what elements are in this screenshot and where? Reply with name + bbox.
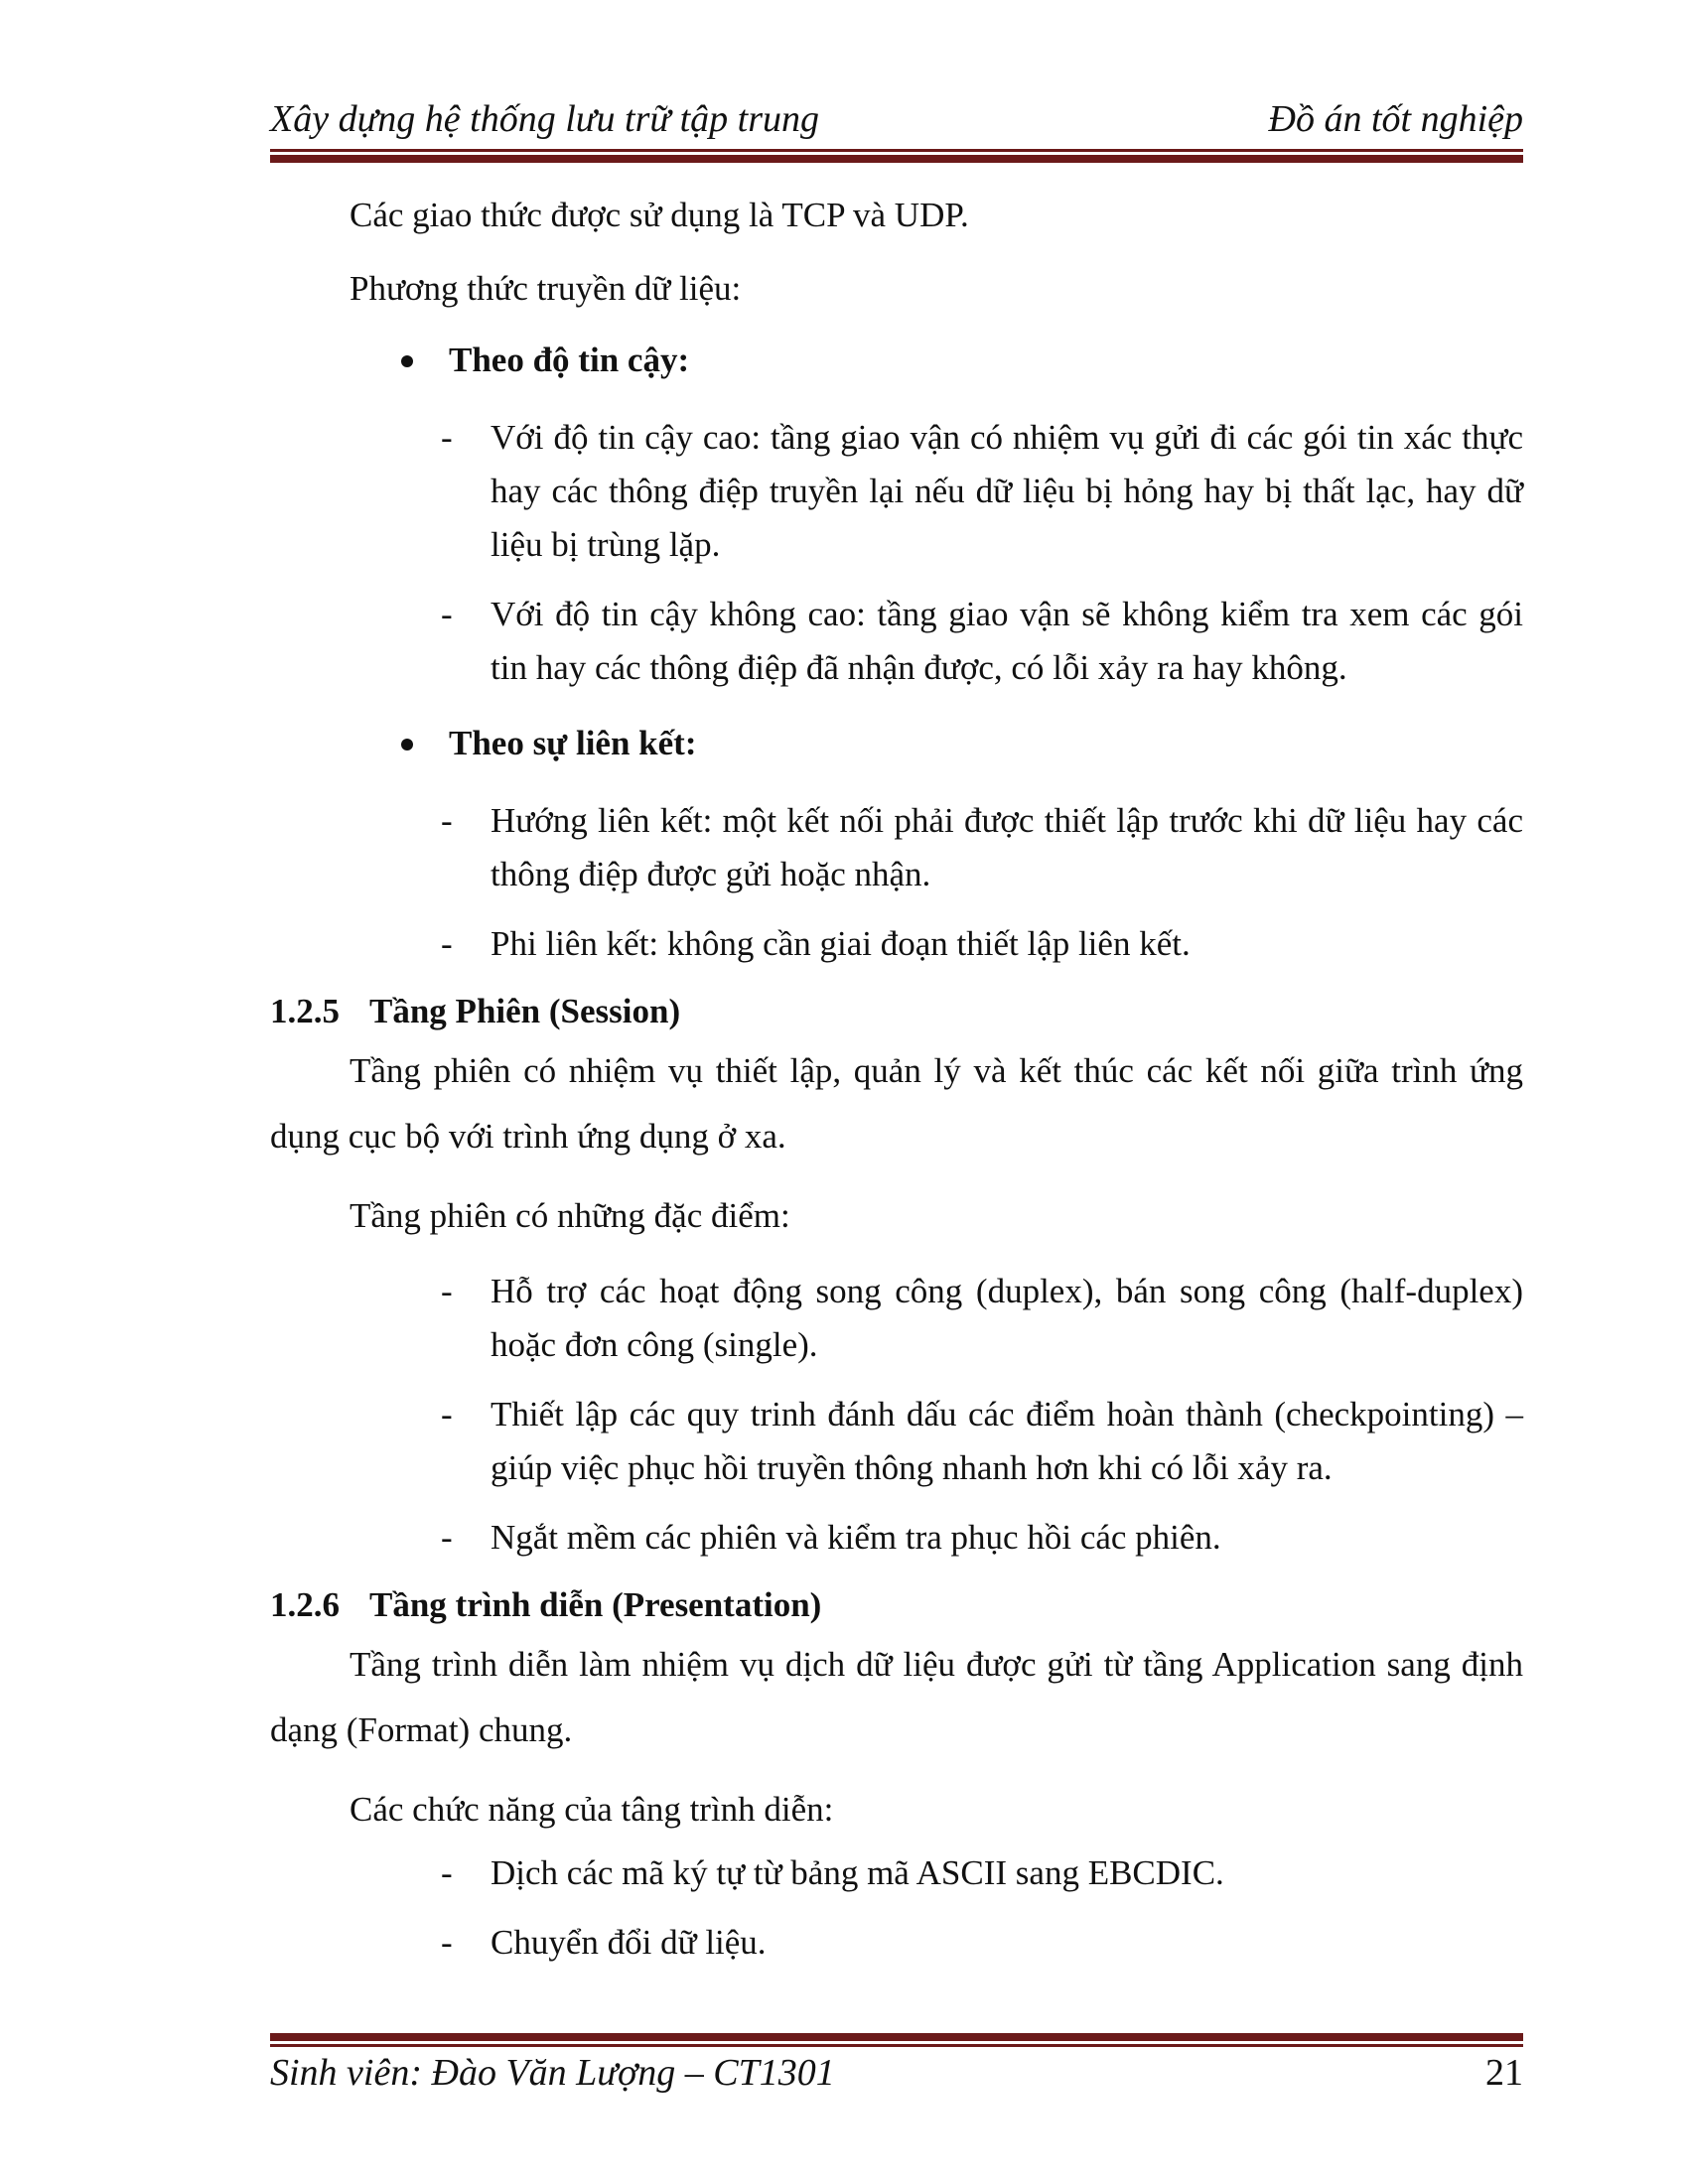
section-heading (270, 1578, 1523, 1632)
list-item (270, 411, 1523, 572)
section-title: Tầng trình diễn (Presentation) (369, 1585, 822, 1624)
header-doc-type: Đồ án tốt nghiệp (1268, 98, 1523, 140)
list-item (270, 1265, 1523, 1372)
section-number: 1.2.5 (270, 992, 340, 1030)
dash-marker: - (441, 595, 453, 633)
bullet-item (270, 334, 1523, 387)
page-number: 21 (1485, 2052, 1523, 2094)
dash-marker: - (441, 418, 453, 457)
list-item-text: Với độ tin cậy cao: tầng giao vận có nhiệm vụ gửi đi các gói tin xác thực hay các thông điệp truyền lại nếu dữ liệu bị hỏng hay bị thất lạc, hay dữ liệu bị trùng lặp. (491, 418, 1523, 564)
paragraph: Các giao thức được sử dụng là TCP và UDP. (350, 196, 969, 234)
section-title: Tầng Phiên (Session) (369, 992, 681, 1030)
list-item-text: Hỗ trợ các hoạt động song công (duplex), bán song công (half-duplex) hoặc đơn công (single). (491, 1272, 1523, 1364)
list-item-text: Thiết lập các quy trinh đánh dấu các điểm hoàn thành (checkpointing) – giúp việc phục hồi truyền thông nhanh hơn khi có lỗi xảy ra. (491, 1395, 1523, 1487)
dash-marker: - (441, 801, 453, 840)
bullet-dot-icon (401, 739, 413, 751)
list-item-text: Ngắt mềm các phiên và kiểm tra phục hồi các phiên. (491, 1518, 1221, 1557)
dash-marker: - (441, 924, 453, 963)
page-header (270, 97, 1523, 141)
dash-marker: - (441, 1395, 453, 1433)
list-item (270, 1846, 1523, 1900)
bullet-dot-icon (401, 355, 413, 367)
list-item-text: Dịch các mã ký tự từ bảng mã ASCII sang EBCDIC. (491, 1853, 1224, 1892)
bullet-item (270, 717, 1523, 770)
bullet-label: Theo độ tin cậy: (449, 341, 690, 379)
dash-marker: - (441, 1518, 453, 1557)
paragraph: Phương thức truyền dữ liệu: (350, 269, 742, 308)
footer-author: Sinh viên: Đào Văn Lượng – CT1301 (270, 2052, 835, 2094)
dash-marker: - (441, 1853, 453, 1892)
paragraph: Tầng trình diễn làm nhiệm vụ dịch dữ liệu được gửi từ tầng Application sang định dạng (Format) chung. (270, 1645, 1523, 1749)
header-rule (270, 149, 1523, 163)
footer-rule (270, 2033, 1523, 2047)
paragraph: Tầng phiên có nhiệm vụ thiết lập, quản lý và kết thúc các kết nối giữa trình ứng dụng cục bộ với trình ứng dụng ở xa. (270, 1051, 1523, 1156)
list-item (270, 588, 1523, 695)
section-heading (270, 985, 1523, 1038)
list-item-text: Hướng liên kết: một kết nối phải được thiết lập trước khi dữ liệu hay các thông điệp được gửi hoặc nhận. (491, 801, 1523, 893)
list-item (270, 794, 1523, 901)
paragraph: Tầng phiên có những đặc điểm: (350, 1196, 790, 1235)
list-item-text: Chuyển đổi dữ liệu. (491, 1923, 767, 1962)
paragraph: Các chức năng của tâng trình diễn: (350, 1790, 834, 1829)
list-item-text: Với độ tin cậy không cao: tầng giao vận sẽ không kiểm tra xem các gói tin hay các thông điệp đã nhận được, có lỗi xảy ra hay không. (491, 595, 1523, 687)
page-body (270, 189, 1523, 1970)
list-item-text: Phi liên kết: không cần giai đoạn thiết lập liên kết. (491, 924, 1191, 963)
dash-marker: - (441, 1272, 453, 1310)
list-item (270, 1511, 1523, 1565)
header-title: Xây dựng hệ thống lưu trữ tập trung (270, 98, 819, 140)
list-item (270, 917, 1523, 971)
dash-marker: - (441, 1923, 453, 1962)
section-number: 1.2.6 (270, 1585, 340, 1624)
bullet-label: Theo sự liên kết: (449, 724, 697, 762)
page-footer (270, 2051, 1523, 2095)
list-item (270, 1916, 1523, 1970)
list-item (270, 1388, 1523, 1495)
